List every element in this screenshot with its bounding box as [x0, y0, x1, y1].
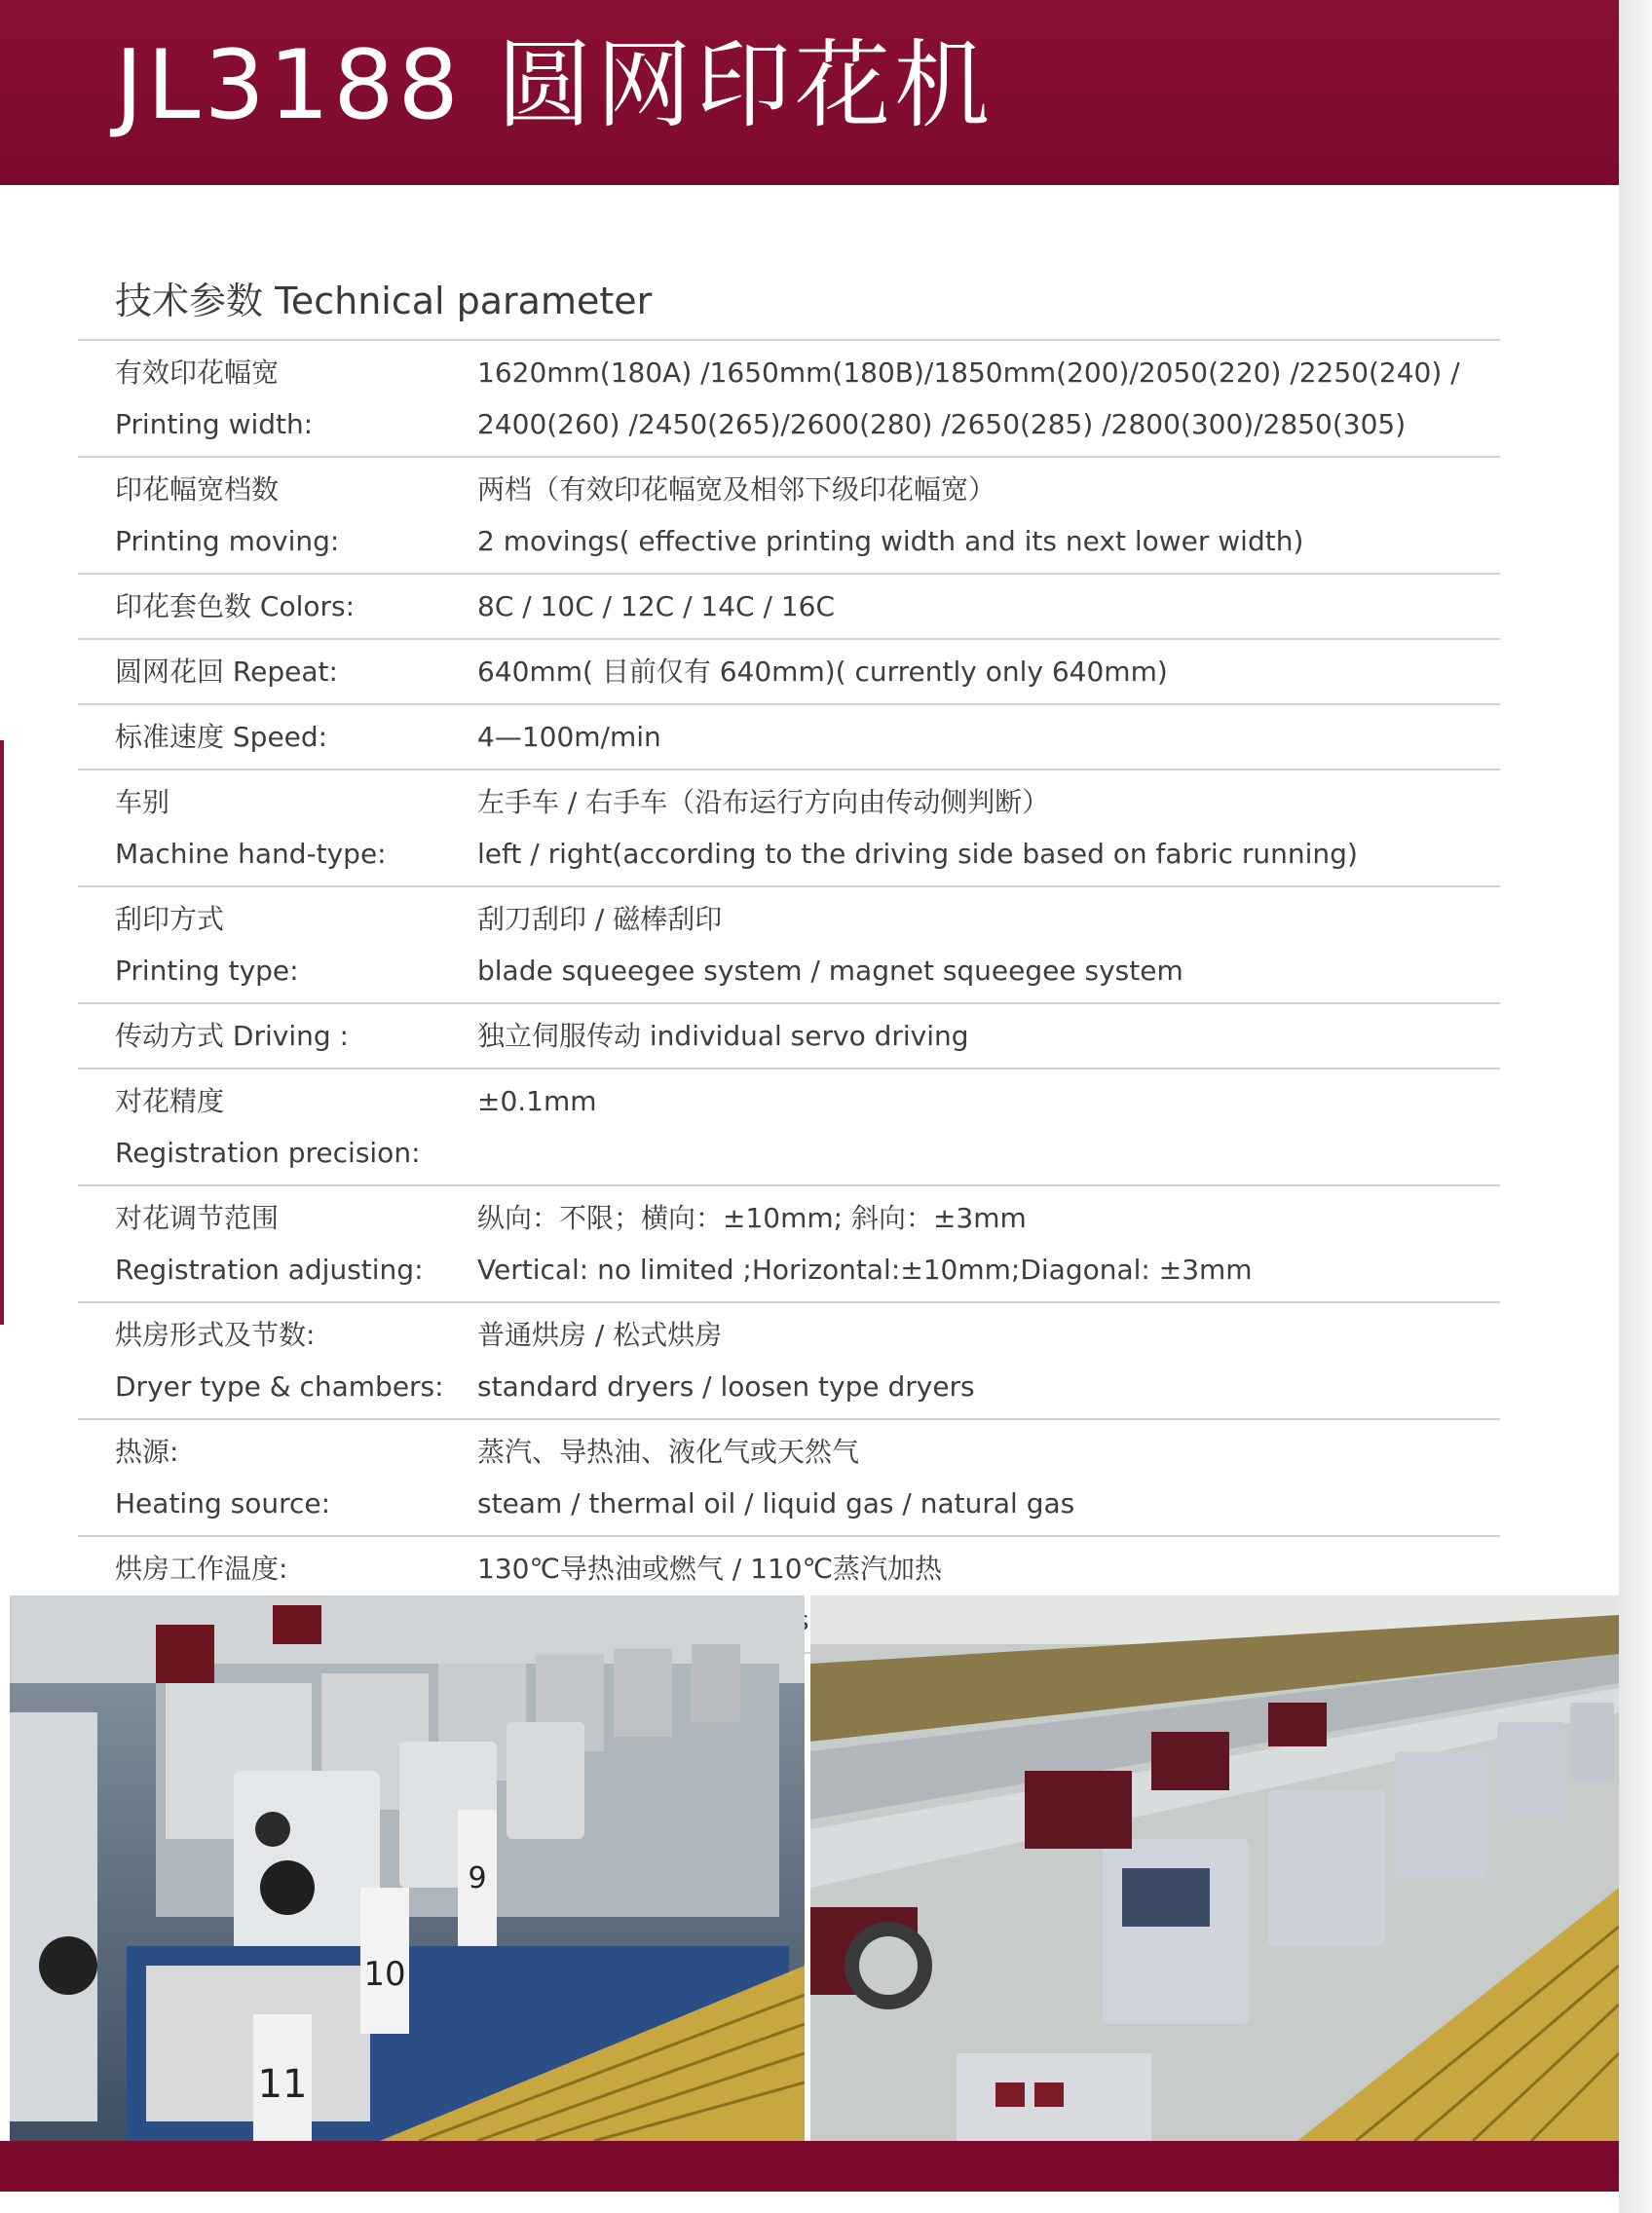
parameter-row: [78, 640, 1500, 705]
page-edge: [1619, 0, 1652, 2213]
parameter-line: [78, 581, 1500, 632]
parameter-label: 刮印方式: [115, 903, 225, 935]
parameter-label: Printing type:: [115, 955, 299, 987]
parameter-line: [78, 776, 1500, 828]
parameter-row: [78, 705, 1500, 770]
machine-photo-closeup: [10, 1595, 805, 2141]
parameter-value: 8C / 10C / 12C / 14C / 16C: [477, 590, 836, 622]
parameter-label: 圆网花回 Repeat:: [115, 656, 338, 688]
parameter-label: Heating source:: [115, 1487, 331, 1519]
parameter-value: left / right(according to the driving side based on fabric running): [477, 838, 1358, 870]
section-title: 技术参数 Technical parameter: [115, 280, 653, 322]
parameter-label: Printing width:: [115, 408, 314, 440]
machine-photo-production-line: [810, 1595, 1619, 2141]
parameter-line: [78, 464, 1500, 515]
parameter-line: [78, 1075, 1500, 1127]
parameter-line: [78, 646, 1500, 697]
parameter-row: [78, 458, 1500, 575]
parameter-line: [78, 1543, 1500, 1594]
unit-number-10: 10: [363, 1955, 406, 1994]
parameter-label: 标准速度 Speed:: [115, 721, 328, 753]
parameter-label: 对花调节范围: [115, 1202, 280, 1234]
parameter-line: [78, 1426, 1500, 1478]
machine-closeup-illustration: [10, 1595, 805, 2141]
footer-band: [0, 2141, 1619, 2192]
parameter-label: Registration precision:: [115, 1137, 421, 1169]
parameter-value: 130℃导热油或燃气 / 110℃蒸汽加热: [477, 1553, 943, 1585]
parameter-label: 印花幅宽档数: [115, 473, 280, 506]
parameter-row: [78, 887, 1500, 1004]
parameter-value: Vertical: no limited ;Horizontal:±10mm;Diagonal: ±3mm: [477, 1254, 1253, 1286]
page-title: JL3188 圆网印花机: [115, 30, 995, 141]
parameter-value: steam / thermal oil / liquid gas / natural gas: [477, 1487, 1075, 1519]
parameter-row: [78, 1186, 1500, 1303]
side-accent-mark: [0, 740, 4, 1325]
parameter-label: Machine hand-type:: [115, 838, 387, 870]
unit-number-9: 9: [468, 1861, 487, 1895]
parameter-row: [78, 1420, 1500, 1537]
parameter-row: [78, 770, 1500, 887]
parameter-label: 印花套色数 Colors:: [115, 590, 356, 622]
parameter-row: [78, 1004, 1500, 1069]
parameter-label: Dryer type & chambers:: [115, 1370, 444, 1403]
parameter-line: [78, 945, 1500, 996]
parameter-line: [78, 893, 1500, 945]
parameter-label: 热源:: [115, 1436, 179, 1468]
parameter-label: 有效印花幅宽: [115, 356, 280, 389]
parameter-line: [78, 1127, 1500, 1179]
parameter-line: [78, 711, 1500, 763]
parameter-line: [78, 828, 1500, 880]
parameter-line: [78, 1478, 1500, 1529]
parameter-line: [78, 1244, 1500, 1295]
parameter-table: [78, 339, 1500, 1654]
parameter-row: [78, 341, 1500, 458]
parameter-label: 对花精度: [115, 1085, 225, 1117]
parameter-value: 2 movings( effective printing width and its next lower width): [477, 525, 1304, 557]
parameter-value: 独立伺服传动 individual servo driving: [477, 1020, 969, 1052]
parameter-value: 两档（有效印花幅宽及相邻下级印花幅宽）: [477, 473, 996, 506]
parameter-line: [78, 1309, 1500, 1361]
parameter-label: Registration adjusting:: [115, 1254, 424, 1286]
parameter-line: [78, 1010, 1500, 1062]
parameter-label: 烘房形式及节数:: [115, 1319, 316, 1351]
parameter-row: [78, 1303, 1500, 1420]
parameter-value: blade squeegee system / magnet squeegee system: [477, 955, 1183, 987]
parameter-line: [78, 1361, 1500, 1412]
parameter-row: [78, 1069, 1500, 1186]
parameter-value: 640mm( 目前仅有 640mm)( currently only 640mm): [477, 656, 1168, 688]
parameter-value: 普通烘房 / 松式烘房: [477, 1319, 723, 1351]
parameter-value: 2400(260) /2450(265)/2600(280) /2650(285) /2800(300)/2850(305): [477, 408, 1407, 440]
production-line-illustration: [810, 1595, 1619, 2141]
unit-number-11: 11: [257, 2062, 308, 2107]
parameter-value: 蒸汽、导热油、液化气或天然气: [477, 1436, 860, 1468]
parameter-value: ±0.1mm: [477, 1085, 597, 1117]
parameter-line: [78, 1192, 1500, 1244]
parameter-value: 左手车 / 右手车（沿布运行方向由传动侧判断）: [477, 786, 1050, 818]
parameter-value: standard dryers / loosen type dryers: [477, 1370, 975, 1403]
parameter-label: 车别: [115, 786, 170, 818]
parameter-label: 烘房工作温度:: [115, 1553, 288, 1585]
parameter-value: 4—100m/min: [477, 721, 661, 753]
parameter-value: 刮刀刮印 / 磁棒刮印: [477, 903, 723, 935]
parameter-line: [78, 347, 1500, 398]
parameter-label: Printing moving:: [115, 525, 340, 557]
parameter-row: [78, 575, 1500, 640]
parameter-label: 传动方式 Driving :: [115, 1020, 349, 1052]
parameter-line: [78, 515, 1500, 567]
parameter-line: [78, 398, 1500, 450]
parameter-value: 1620mm(180A) /1650mm(180B)/1850mm(200)/2050(220) /2250(240) /: [477, 356, 1460, 389]
parameter-value: 纵向：不限；横向：±10mm; 斜向：±3mm: [477, 1202, 1027, 1234]
